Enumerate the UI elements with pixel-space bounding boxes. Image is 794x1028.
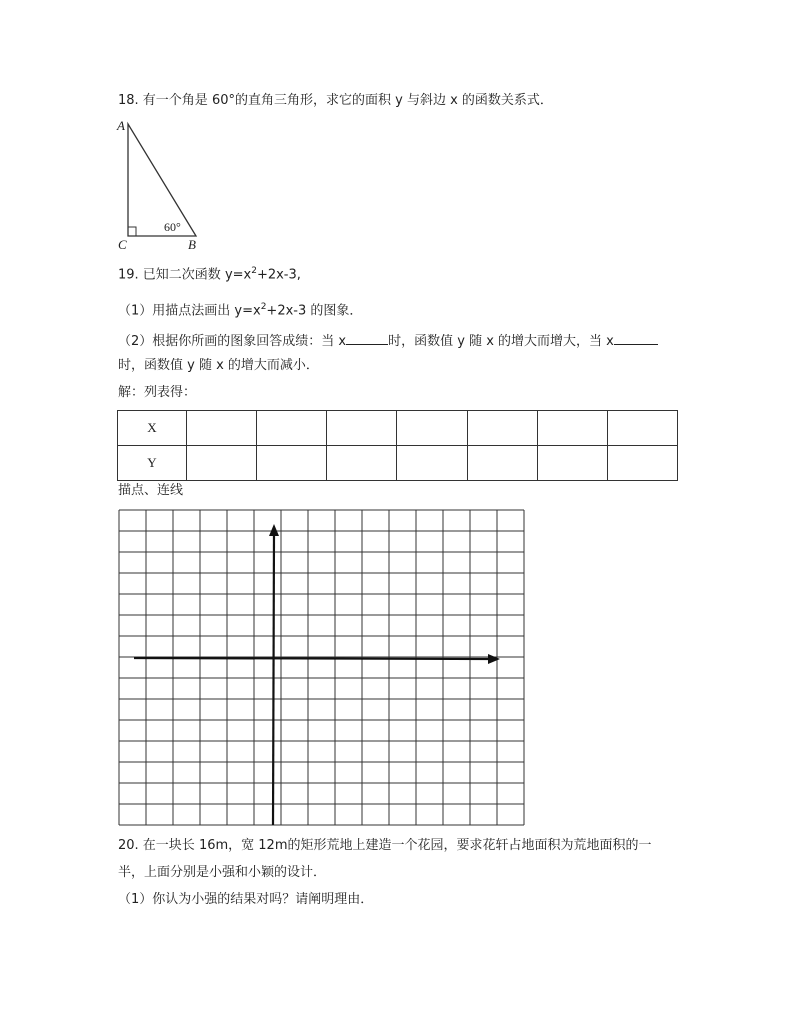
table-cell[interactable]	[327, 411, 397, 446]
value-table	[117, 410, 678, 481]
answer-blank-1[interactable]	[346, 331, 388, 345]
q19-part2-b: 时，函数值 y 随 x 的增大而增大，当 x	[388, 334, 614, 349]
triangle-figure	[114, 116, 204, 252]
q18-text: 18. 有一个角是 60°的直角三角形，求它的面积 y 与斜边 x 的函数关系式．	[118, 93, 553, 108]
q19-part1-suffix: +2x-3 的图象．	[266, 303, 363, 319]
table-cell[interactable]	[397, 446, 467, 481]
angle-label: 60°	[164, 220, 181, 234]
q19-intro-sup: 2	[251, 266, 257, 276]
plot-label: 描点、连线	[118, 483, 184, 498]
table-cell[interactable]	[397, 411, 467, 446]
q19-part2-a: （2）根据你所画的图象回答成绩：当 x	[118, 334, 347, 349]
row-y-label: Y	[118, 446, 187, 481]
table-row-y	[118, 446, 678, 481]
vertex-b-label: B	[188, 237, 196, 252]
q19-part2-line2: 时，函数值 y 随 x 的增大而减小．	[118, 358, 319, 373]
table-cell[interactable]	[327, 446, 397, 481]
table-cell[interactable]	[537, 446, 607, 481]
q19-intro-suffix: +2x-3,	[256, 267, 301, 283]
vertex-c-label: C	[118, 237, 127, 252]
q20-line1: 20. 在一块长 16m，宽 12m的矩形荒地上建造一个花园，要求花轩占地面积为荒地面积的一	[118, 838, 652, 853]
grid-lines	[119, 510, 524, 825]
coordinate-grid[interactable]	[118, 509, 526, 827]
table-cell[interactable]	[467, 446, 537, 481]
row-x-label: X	[118, 411, 187, 446]
table-cell[interactable]	[467, 411, 537, 446]
q19-part1-prefix: （1）用描点法画出 y=x	[118, 303, 261, 319]
table-row-x	[118, 411, 678, 446]
q20-part1: （1）你认为小强的结果对吗？请阐明理由．	[118, 892, 374, 907]
right-angle-mark	[128, 227, 136, 236]
triangle-shape	[128, 124, 196, 236]
solution-label: 解：列表得：	[118, 385, 197, 400]
y-axis-arrow	[269, 524, 279, 536]
y-axis	[273, 533, 274, 825]
q20-line2: 半，上面分别是小强和小颖的设计．	[118, 865, 327, 880]
table-cell[interactable]	[607, 411, 677, 446]
q19-intro	[118, 262, 301, 284]
vertex-a-label: A	[117, 118, 125, 133]
table-cell[interactable]	[257, 446, 327, 481]
x-axis	[134, 658, 491, 659]
table-cell[interactable]	[537, 411, 607, 446]
table-cell[interactable]	[187, 411, 257, 446]
q19-part2-line1	[118, 331, 658, 351]
q19-part1	[118, 298, 362, 320]
table-cell[interactable]	[187, 446, 257, 481]
x-axis-arrow	[488, 654, 500, 664]
q19-part1-sup: 2	[260, 302, 267, 312]
answer-blank-2[interactable]	[614, 331, 658, 345]
table-cell[interactable]	[607, 446, 677, 481]
table-cell[interactable]	[257, 411, 327, 446]
q19-intro-prefix: 19. 已知二次函数 y=x	[118, 267, 252, 283]
